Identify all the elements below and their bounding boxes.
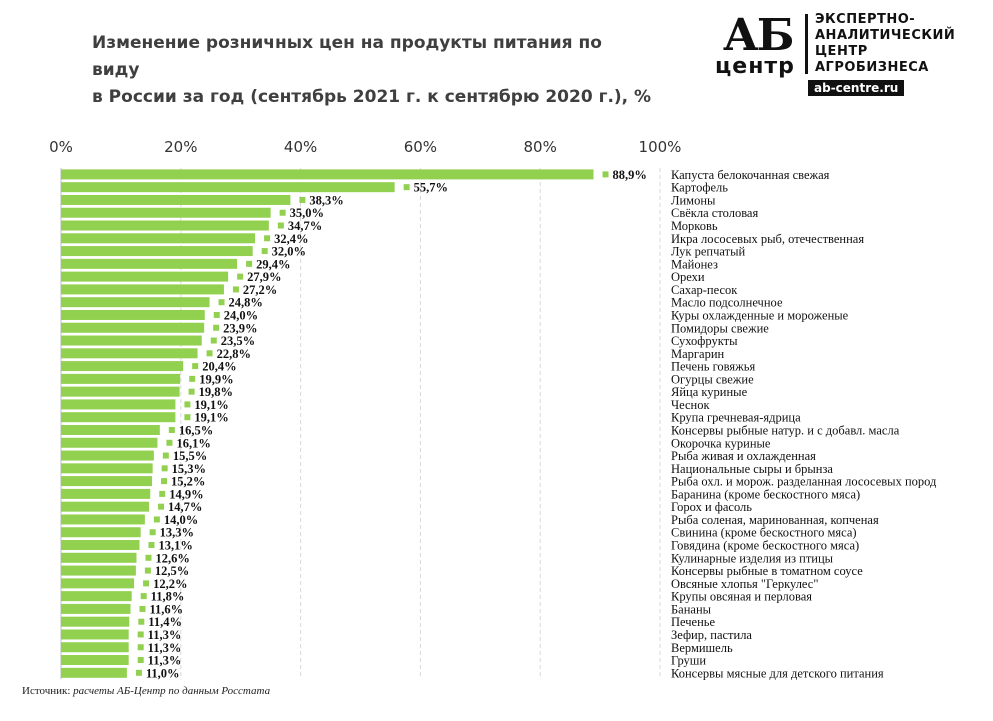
- data-label-marker: [145, 555, 151, 561]
- bar: [61, 617, 129, 627]
- data-label-marker: [163, 453, 169, 459]
- bar: [61, 527, 141, 537]
- category-label: Рыба соленая, маринованная, копченая: [671, 512, 879, 527]
- data-label-marker: [162, 465, 168, 471]
- category-label: Лук репчатый: [671, 244, 746, 259]
- data-label: 27,2%: [242, 282, 278, 297]
- data-label-marker: [143, 580, 149, 586]
- logo-url[interactable]: ab-centre.ru: [808, 80, 904, 96]
- data-label-marker: [138, 619, 144, 625]
- data-label: 88,9%: [612, 167, 647, 182]
- data-label: 16,1%: [176, 436, 211, 451]
- data-label: 11,8%: [150, 589, 185, 604]
- data-label-marker: [161, 478, 167, 484]
- data-label: 11,6%: [149, 602, 184, 617]
- category-label: Крупы овсяная и перловая: [671, 589, 813, 604]
- category-label: Чеснок: [671, 397, 710, 412]
- bar: [61, 361, 183, 371]
- data-label: 14,9%: [169, 487, 204, 502]
- data-label: 27,9%: [247, 270, 282, 285]
- data-label-marker: [154, 516, 160, 522]
- data-label: 15,2%: [171, 474, 206, 489]
- category-label: Рыба охл. и морож. разделанная лососевых пород: [671, 474, 937, 489]
- category-label: Говядина (кроме бескостного мяса): [671, 538, 860, 553]
- logo-caption-line-2: АНАЛИТИЧЕСКИЙ: [815, 28, 956, 43]
- data-label: 11,3%: [147, 627, 182, 642]
- data-label: 13,3%: [159, 525, 195, 540]
- data-label: 32,4%: [274, 231, 309, 246]
- category-label: Картофель: [671, 180, 728, 195]
- data-label: 14,7%: [168, 500, 203, 515]
- data-label: 23,5%: [220, 334, 256, 349]
- data-label-marker: [264, 235, 270, 241]
- category-label: Баранина (кроме бескостного мяса): [671, 487, 861, 502]
- category-label: Морковь: [671, 219, 718, 234]
- data-label-marker: [237, 274, 243, 280]
- data-label: 55,7%: [413, 180, 449, 195]
- data-label-marker: [189, 376, 195, 382]
- bar: [61, 629, 129, 639]
- data-label: 22,8%: [216, 346, 251, 361]
- category-label: Маргарин: [671, 346, 725, 361]
- category-label: Зефир, пастила: [671, 627, 752, 642]
- data-label-marker: [262, 248, 268, 254]
- bar: [61, 348, 198, 358]
- bar: [61, 233, 255, 243]
- category-label: Лимоны: [671, 193, 716, 208]
- logo-caption-line-1: ЭКСПЕРТНО-: [815, 12, 916, 27]
- data-label: 11,4%: [148, 615, 182, 630]
- data-label-marker: [278, 223, 284, 229]
- bar: [61, 476, 152, 486]
- category-label: Рыба живая и охлажденная: [671, 449, 816, 464]
- category-label: Крупа гречневая-ядрица: [671, 410, 801, 425]
- data-label-marker: [207, 350, 213, 356]
- bar: [61, 425, 160, 435]
- bar: [61, 310, 205, 320]
- bar: [61, 399, 175, 409]
- data-label-marker: [280, 210, 286, 216]
- source-label: Источник:: [22, 685, 71, 697]
- bar: [61, 208, 271, 218]
- x-tick-label: 60%: [403, 138, 438, 156]
- bar: [61, 284, 224, 294]
- bar: [61, 514, 145, 524]
- data-label-marker: [138, 657, 144, 663]
- category-label: Национальные сыры и брынза: [671, 461, 833, 476]
- bar: [61, 463, 153, 473]
- data-label-marker: [159, 491, 165, 497]
- logo-ab-letters: АБ: [723, 10, 793, 61]
- data-label-marker: [169, 427, 175, 433]
- data-label: 13,1%: [158, 538, 193, 553]
- data-label: 16,5%: [178, 423, 214, 438]
- data-label: 29,4%: [256, 257, 291, 272]
- category-label: Свёкла столовая: [671, 206, 759, 221]
- bar: [61, 221, 269, 231]
- data-label: 11,3%: [147, 653, 182, 668]
- source-text: расчеты АБ-Центр по данным Росстата: [73, 685, 271, 697]
- data-label-marker: [138, 644, 144, 650]
- category-label: Орехи: [671, 270, 705, 285]
- bar: [61, 323, 204, 333]
- data-label-marker: [192, 363, 198, 369]
- data-label-marker: [404, 184, 410, 190]
- category-label: Окорочка куриные: [671, 436, 771, 451]
- bar: [61, 246, 253, 256]
- category-label: Кулинарные изделия из птицы: [671, 551, 834, 566]
- data-label-marker: [211, 338, 217, 344]
- category-label: Консервы рыбные натур. и с добавл. масла: [671, 423, 900, 438]
- data-label-marker: [219, 299, 225, 305]
- bar: [61, 272, 228, 282]
- bar: [61, 668, 127, 678]
- bar: [61, 578, 134, 588]
- data-label-marker: [145, 568, 151, 574]
- data-label-marker: [184, 414, 190, 420]
- data-label-marker: [233, 286, 239, 292]
- data-label: 19,1%: [194, 410, 229, 425]
- bar: [61, 566, 136, 576]
- data-label-marker: [184, 401, 190, 407]
- category-label: Масло подсолнечное: [671, 295, 783, 310]
- data-label: 15,3%: [171, 461, 207, 476]
- category-label: Майонез: [671, 257, 718, 272]
- data-label: 35,0%: [289, 206, 325, 221]
- category-label: Печенье: [671, 615, 716, 630]
- data-label: 19,9%: [199, 372, 234, 387]
- data-label: 19,8%: [198, 385, 233, 400]
- bar: [61, 259, 237, 269]
- bar: [61, 297, 210, 307]
- data-label: 23,9%: [223, 321, 258, 336]
- data-label: 19,1%: [194, 397, 229, 412]
- category-label: Сухофрукты: [671, 334, 738, 349]
- data-label: 12,6%: [155, 551, 190, 566]
- bar: [61, 195, 290, 205]
- bar: [61, 642, 129, 652]
- bar: [61, 489, 150, 499]
- bar: [61, 169, 594, 179]
- data-label-marker: [158, 504, 164, 510]
- category-label: Вермишель: [671, 640, 733, 655]
- x-tick-label: 0%: [49, 138, 73, 156]
- category-label: Огурцы свежие: [671, 372, 754, 387]
- logo-caption-line-3: ЦЕНТР: [815, 44, 868, 59]
- chart-title-line-1: Изменение розничных цен на продукты питания по виду: [92, 33, 602, 80]
- data-label-marker: [141, 593, 147, 599]
- data-label: 12,5%: [154, 564, 190, 579]
- x-tick-label: 80%: [523, 138, 557, 156]
- category-label: Овсяные хлопья "Геркулес": [671, 576, 819, 591]
- bar: [61, 451, 154, 461]
- bar: [61, 655, 129, 665]
- chart-title-line-2: в России за год (сентябрь 2021 г. к сентябрю 2020 г.), %: [92, 87, 652, 107]
- bar: [61, 438, 157, 448]
- category-label: Свинина (кроме бескостного мяса): [671, 525, 857, 540]
- category-label: Горох и фасоль: [671, 500, 752, 515]
- data-label-marker: [138, 631, 144, 637]
- data-label: 34,7%: [287, 219, 323, 234]
- bar: [61, 336, 202, 346]
- category-label: Куры охлажденные и мороженые: [671, 308, 849, 323]
- bar: [61, 553, 136, 563]
- x-tick-label: 100%: [638, 138, 682, 156]
- bar: [61, 412, 175, 422]
- bar: [61, 591, 132, 601]
- data-label-marker: [213, 325, 219, 331]
- data-label: 12,2%: [153, 576, 188, 591]
- x-tick-label: 40%: [283, 138, 318, 156]
- data-label-marker: [148, 542, 154, 548]
- x-tick-label: 20%: [164, 138, 198, 156]
- category-label: Бананы: [671, 602, 712, 617]
- data-label: 15,5%: [172, 449, 208, 464]
- category-label: Помидоры свежие: [671, 321, 769, 336]
- data-label-marker: [214, 312, 220, 318]
- data-label: 14,0%: [163, 512, 199, 527]
- data-label: 24,0%: [223, 308, 259, 323]
- bar: [61, 387, 180, 397]
- bar: [61, 502, 149, 512]
- data-label-marker: [603, 171, 609, 177]
- data-label-marker: [246, 261, 252, 267]
- data-label: 20,4%: [202, 359, 237, 374]
- category-label: Консервы мясные для детского питания: [671, 666, 884, 681]
- data-label: 32,0%: [271, 244, 307, 259]
- data-label: 11,0%: [145, 666, 180, 681]
- data-label: 24,8%: [228, 295, 263, 310]
- bar: [61, 182, 395, 192]
- category-label: Яйца куриные: [671, 385, 748, 400]
- data-label-marker: [299, 197, 305, 203]
- category-label: Икра лососевых рыб, отечественная: [671, 231, 865, 246]
- category-label: Печень говяжья: [671, 359, 756, 374]
- logo-center-word: центр: [715, 54, 795, 79]
- data-label: 38,3%: [309, 193, 344, 208]
- data-label-marker: [136, 670, 142, 676]
- bar: [61, 540, 139, 550]
- category-label: Груши: [671, 653, 707, 668]
- bar: [61, 604, 130, 614]
- category-label: Капуста белокочанная свежая: [671, 167, 830, 182]
- data-label-marker: [139, 606, 145, 612]
- category-label: Сахар-песок: [671, 282, 738, 297]
- data-label-marker: [189, 389, 195, 395]
- data-label: 11,3%: [147, 640, 182, 655]
- source-note: [22, 685, 270, 697]
- logo-caption-line-4: АГРОБИЗНЕСА: [815, 60, 929, 75]
- category-label: Консервы рыбные в томатном соусе: [671, 564, 863, 579]
- data-label-marker: [166, 440, 172, 446]
- bar: [61, 374, 180, 384]
- data-label-marker: [150, 529, 156, 535]
